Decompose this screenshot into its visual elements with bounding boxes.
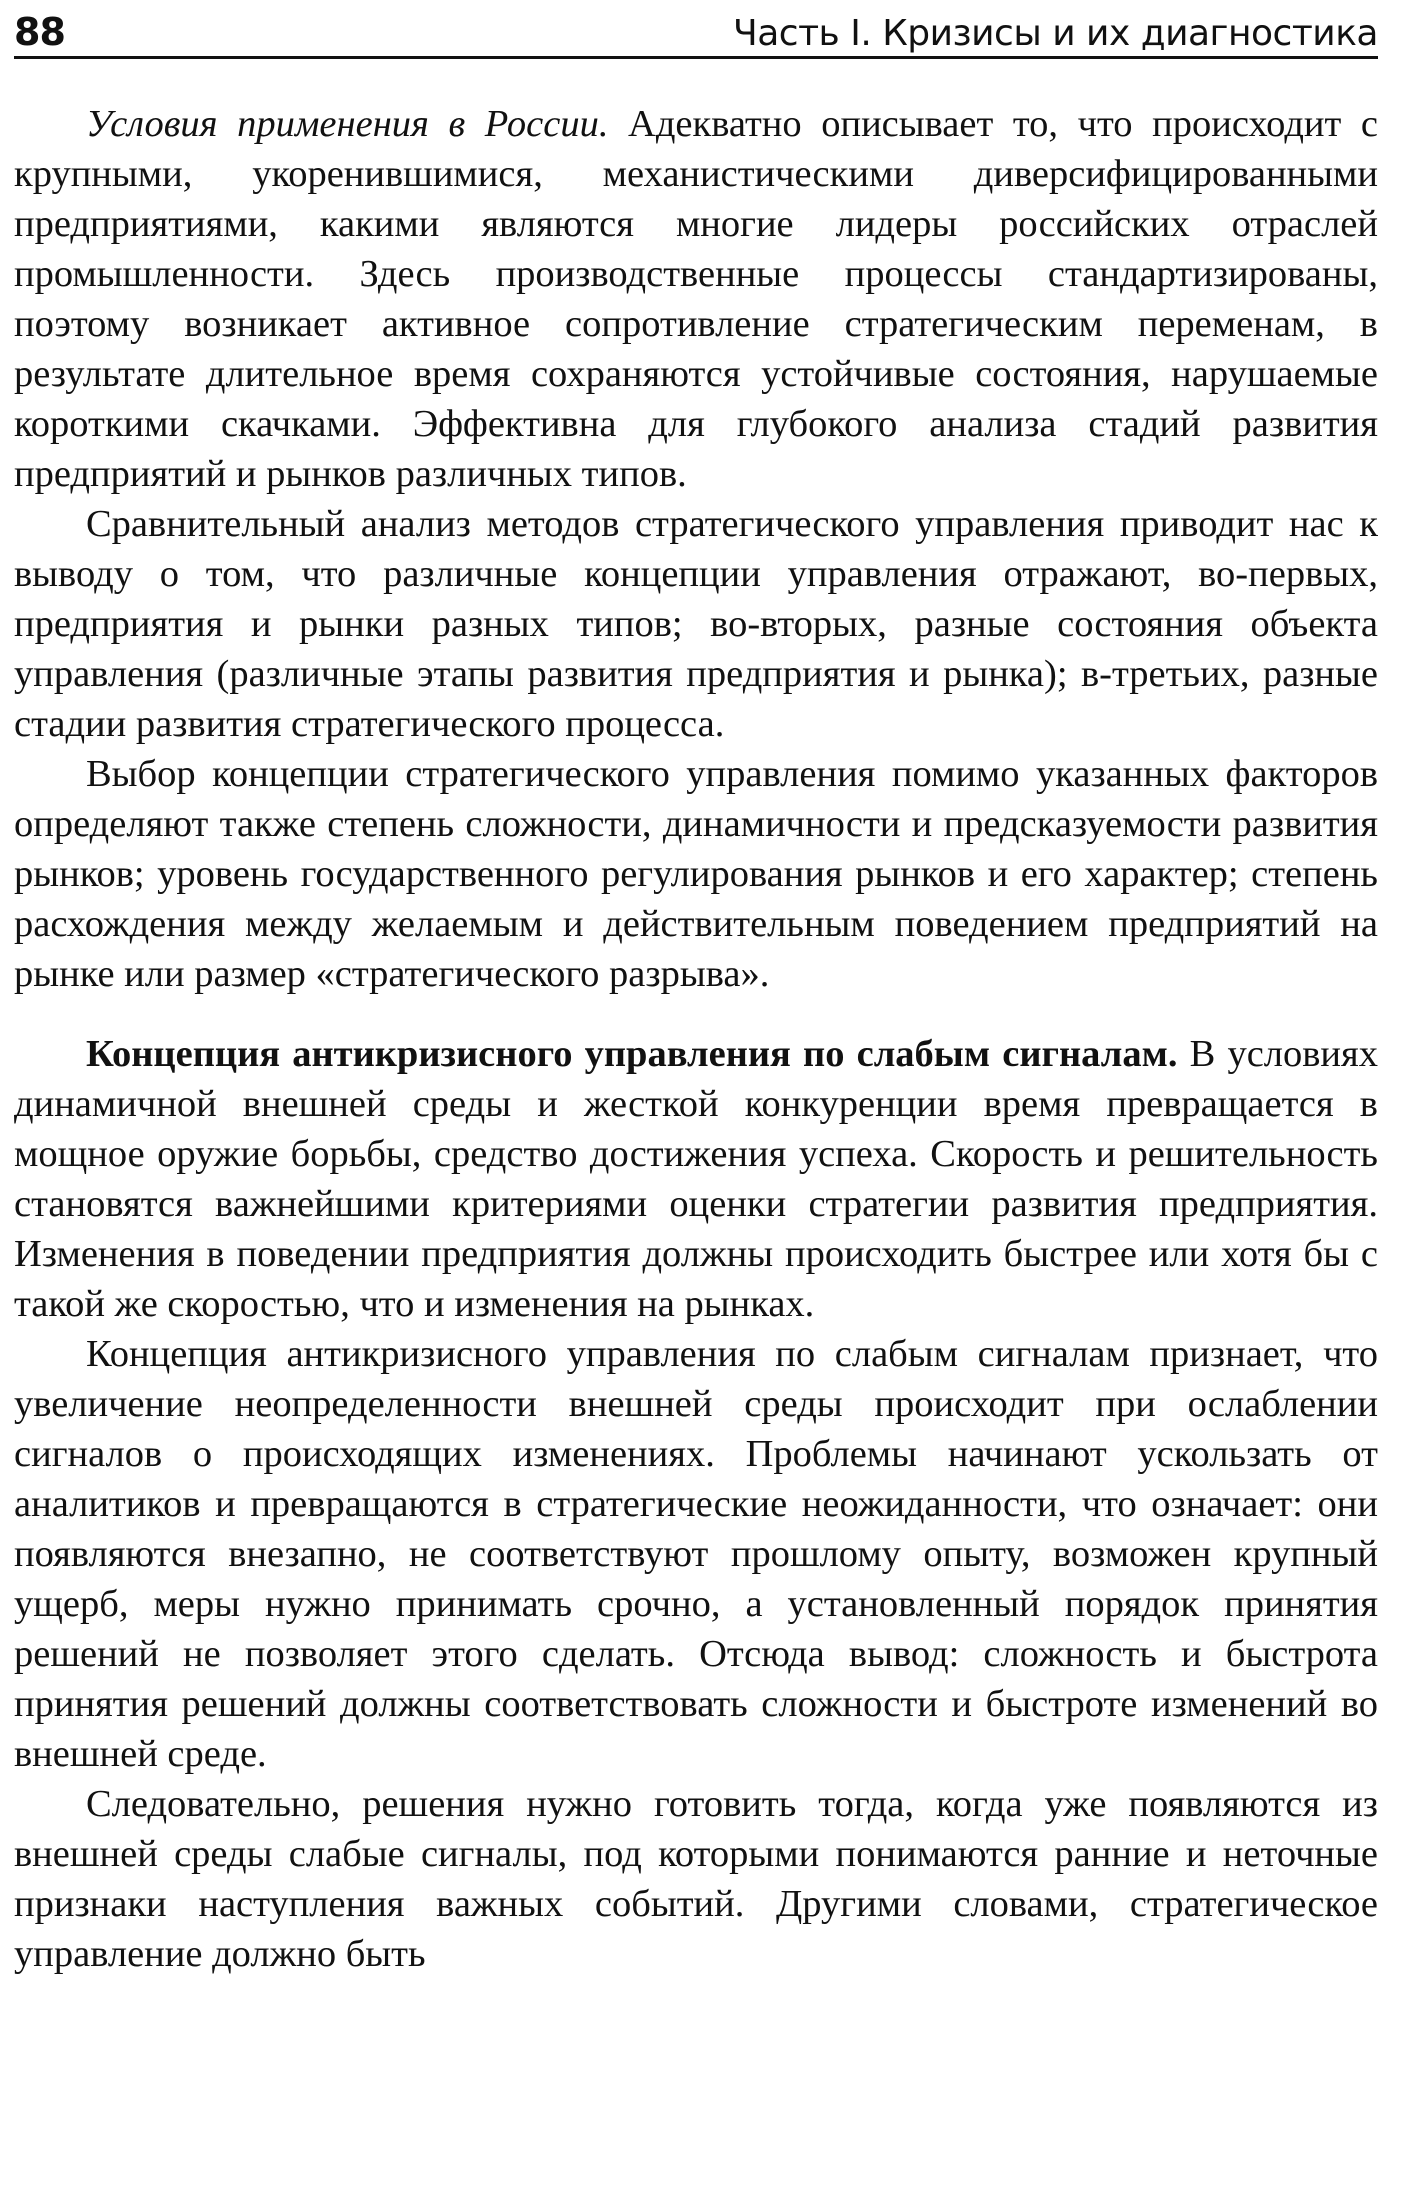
paragraph-consequently: [14, 1779, 1378, 1979]
paragraph-text: Сравнительный анализ методов стратегического управления приводит нас к выводу о том, что различные концепции управления отражают, во-первых, предприятия и рынки разных типов; во-вторых, разные состояния объекта управления (различные этапы развития предприятия и рынка); в-третьих, разные стадии развития стратегического процесса.: [14, 503, 1378, 745]
body-text: [14, 99, 1378, 1979]
paragraph-weak-signals-concept: [14, 1029, 1378, 1329]
paragraph-text: Следовательно, решения нужно готовить тогда, когда уже появляются из внешней среды слабые сигналы, под которыми понимаются ранние и неточные признаки наступления важных событий. Другими словами, стратегическое управление должно быть: [14, 1783, 1378, 1975]
paragraph-comparative-analysis: [14, 499, 1378, 749]
paragraph-text: Концепция антикризисного управления по слабым сигналам признает, что увеличение неопределенности внешней среды происходит при ослаблении сигналов о происходящих изменениях. Проблемы начинают ускользать от аналитиков и превращаются в стратегические неожиданности, что означает: они появляются внезапно, не соответствуют прошлому опыту, возможен крупный ущерб, меры нужно принимать срочно, а установленный порядок принятия решений не позволяет этого сделать. Отсюда вывод: сложность и быстрота принятия решений должны соответствовать сложности и быстроте изменений во внешней среде.: [14, 1333, 1378, 1775]
page-number: 88: [14, 10, 65, 54]
paragraph-conditions-russia: [14, 99, 1378, 499]
page-header: [14, 0, 1378, 59]
paragraph-lead-italic: Условия применения в России.: [86, 103, 609, 145]
paragraph-concept-choice: [14, 749, 1378, 999]
paragraph-lead-bold: Концепция антикризисного управления по слабым сигналам.: [86, 1033, 1178, 1075]
paragraph-uncertainty: [14, 1329, 1378, 1779]
paragraph-text: Адекватно описывает то, что происходит с крупными, укоренившимися, механистическими диверсифицированными предприятиями, какими являются многие лидеры российских отраслей промышленности. Здесь производственные процессы стандартизированы, поэтому возникает активное сопротивление стратегическим переменам, в результате длительное время сохраняются устойчивые состояния, нарушаемые короткими скачками. Эффективна для глубокого анализа стадий развития предприятий и рынков различных типов.: [14, 103, 1378, 495]
running-head: Часть I. Кризисы и их диагностика: [733, 13, 1378, 54]
paragraph-text: Выбор концепции стратегического управления помимо указанных факторов определяют также степень сложности, динамичности и предсказуемости развития рынков; уровень государственного регулирования рынков и его характер; степень расхождения между желаемым и действительным поведением предприятий на рынке или размер «стратегического разрыва».: [14, 753, 1378, 995]
paragraph-text: В условиях динамичной внешней среды и жесткой конкуренции время превращается в мощное оружие борьбы, средство достижения успеха. Скорость и решительность становятся важнейшими критериями оценки стратегии развития предприятия. Изменения в поведении предприятия должны происходить быстрее или хотя бы с такой же скоростью, что и изменения на рынках.: [14, 1033, 1378, 1325]
